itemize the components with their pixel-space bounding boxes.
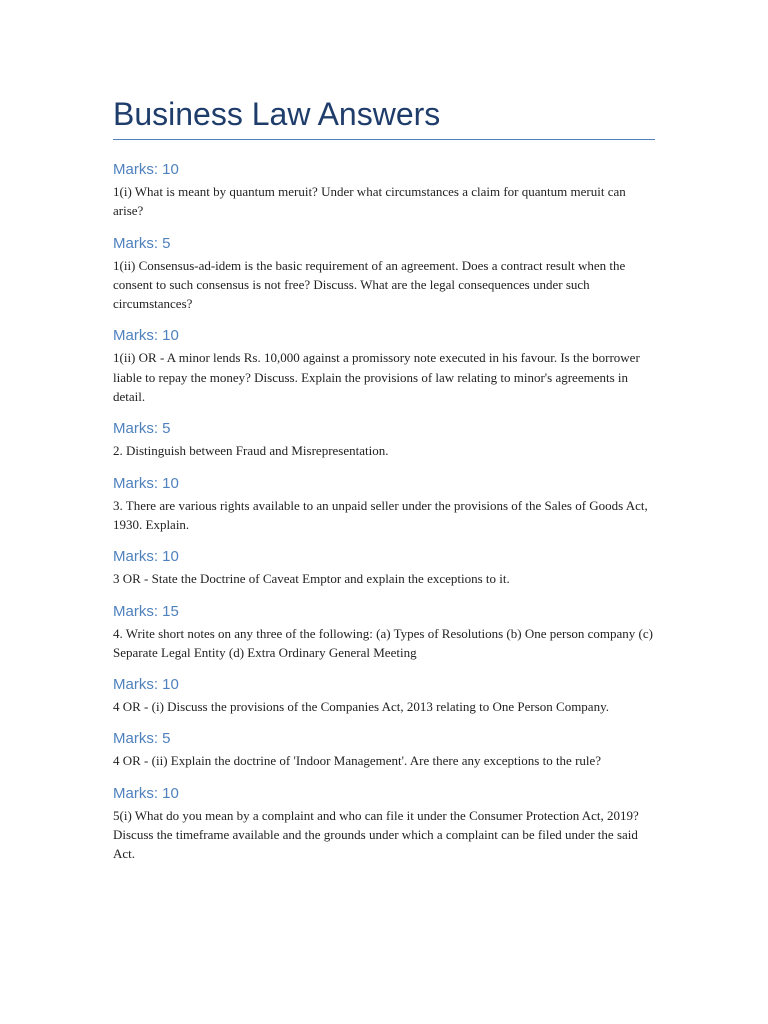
marks-heading: Marks: 10 (113, 676, 179, 694)
question-block-3 (113, 326, 655, 406)
question-text: 4 OR - (ii) Explain the doctrine of 'Indoor Management'. Are there any exceptions to the rule? (113, 753, 602, 769)
question-block-10 (113, 784, 655, 864)
marks-heading: Marks: 5 (113, 730, 171, 748)
question-text: 3. There are various rights available to an unpaid seller under the provisions of the Sales of Goods Act, 1930. Explain. (113, 497, 648, 532)
marks-heading: Marks: 15 (113, 602, 179, 620)
question-list (113, 160, 655, 864)
question-block-9 (113, 729, 655, 770)
marks-heading: Marks: 5 (113, 234, 171, 252)
question-block-8 (113, 675, 655, 716)
question-block-6 (113, 547, 655, 588)
question-block-4 (113, 419, 655, 460)
question-text: 1(ii) Consensus-ad-idem is the basic requirement of an agreement. Does a contract result when the consent to such consensus is not free? Discuss. What are the legal consequences under such circumstances? (113, 257, 626, 312)
question-text: 4. Write short notes on any three of the following: (a) Types of Resolutions (b) One person company (c) Separate Legal Entity (d) Extra Ordinary General Meeting (113, 625, 653, 660)
question-text: 5(i) What do you mean by a complaint and who can file it under the Consumer Protection Act, 2019? Discuss the timeframe available and the grounds under which a complaint can be filed under the said Act. (113, 807, 639, 862)
title-divider (113, 139, 655, 140)
document-title: Business Law Answers (113, 96, 441, 132)
marks-heading: Marks: 10 (113, 474, 179, 492)
question-text: 1(ii) OR - A minor lends Rs. 10,000 against a promissory note executed in his favour. Is the borrower liable to repay the money? Discuss. Explain the provisions of law relating to minor's agreements in detail. (113, 350, 640, 405)
question-block-1 (113, 160, 655, 221)
marks-heading: Marks: 5 (113, 420, 171, 438)
question-block-2 (113, 234, 655, 314)
marks-heading: Marks: 10 (113, 161, 179, 178)
question-text: 2. Distinguish between Fraud and Misrepresentation. (113, 443, 389, 459)
marks-heading: Marks: 10 (113, 327, 179, 345)
question-text: 1(i) What is meant by quantum meruit? Under what circumstances a claim for quantum meruit can arise? (113, 184, 626, 219)
question-text: 4 OR - (i) Discuss the provisions of the Companies Act, 2013 relating to One Person Company. (113, 699, 609, 715)
question-block-7 (113, 602, 655, 663)
document-page (113, 0, 655, 877)
question-text: 3 OR - State the Doctrine of Caveat Emptor and explain the exceptions to it. (113, 571, 510, 587)
marks-heading: Marks: 10 (113, 548, 179, 566)
marks-heading: Marks: 10 (113, 784, 179, 802)
question-block-5 (113, 474, 655, 535)
